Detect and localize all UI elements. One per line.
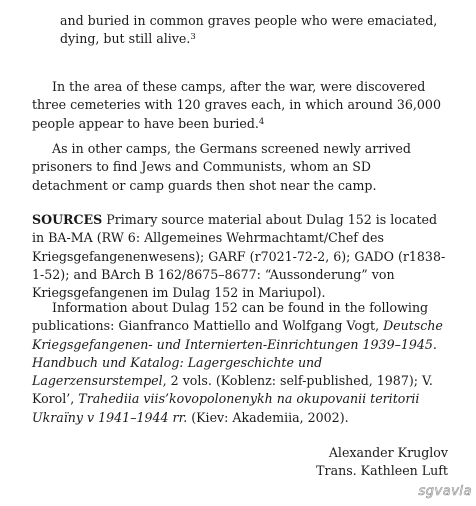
- sources-heading: SOURCES: [32, 212, 103, 227]
- paragraph-cemeteries-text: In the area of these camps, after the war, were discovered three cemeteries with 120 graves each, in which around 36,000 people appear to have been buried.: [32, 79, 441, 131]
- publication-title-1: Deutsche Kriegsgefangenen- und Internierten-Einrichtungen 1939–1945. Handbuch und Katalog: Lagergeschichte und Lagerzensurstempel: [32, 318, 443, 389]
- paragraph-screening-text: As in other camps, the Germans screened newly arrived prisoners to find Jews and Communists, whom an SD detachment or camp guards then shot near the camp.: [32, 141, 411, 193]
- publications-tail: (Kiev: Akademiia, 2002).: [187, 409, 349, 425]
- sources-text: Primary source material about Dulag 152 is located in BA-MA (RW 6: Allgemeines Wehrmachtamt/Chef des Kriegsgefangenenwesens); GARF (r7021-72-2, 6); GADO (r1838-1-52); and BArch B 162/8675–8677: “Aussonderung” von Kriegsgefangenen im Dulag 152 in Mariupol).: [32, 212, 446, 301]
- paragraph-cemeteries: [32, 78, 448, 133]
- publication-title-2: Trahediia viis’kovopolonenykh na okupovanii teritorii Ukraïny v 1941–1944 rr.: [32, 391, 420, 425]
- sources-section: [32, 211, 448, 302]
- paragraph-screening: [32, 140, 448, 195]
- publications-lead: Information about Dulag 152 can be found in the following publications: Gianfranco Mattiello and Wolfgang Vogt,: [32, 300, 429, 334]
- block-quote: [60, 12, 448, 49]
- watermark: sgvavia: [418, 484, 472, 499]
- footnote-ref-4[interactable]: 4: [258, 116, 265, 127]
- footnote-ref-3[interactable]: 3: [190, 32, 196, 43]
- translator-name: Trans. Kathleen Luft: [316, 463, 448, 478]
- quote-line-1: and buried in common graves people who were emaciated,: [60, 13, 438, 28]
- paragraph-publications: [32, 299, 448, 427]
- quote-line-2: dying, but still alive.: [60, 31, 191, 47]
- author-name: Alexander Kruglov: [328, 445, 448, 460]
- publications-mid: , 2 vols. (Koblenz: self-published, 1987); V. Korol’,: [32, 373, 433, 407]
